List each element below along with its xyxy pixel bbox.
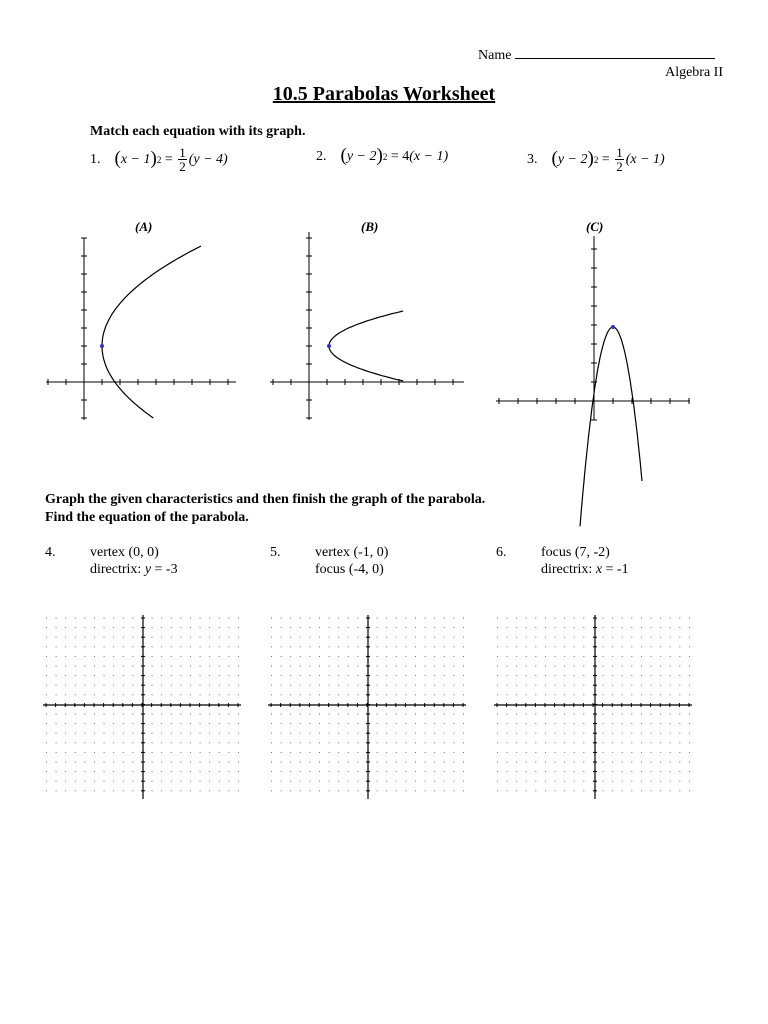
parabola-curve bbox=[329, 311, 403, 381]
vertex-point bbox=[100, 344, 104, 348]
equation-3: 3. ( y − 2 ) 2 = $\frac{1}{2}$ (x − 1) bbox=[527, 145, 665, 174]
parabola-curve bbox=[580, 327, 642, 526]
graph-a-plot bbox=[46, 238, 236, 420]
graph-b-plot bbox=[270, 232, 464, 420]
graph-label-b: (B) bbox=[361, 219, 379, 234]
graph-c-plot bbox=[496, 236, 690, 526]
graphing-instruction-2: Find the equation of the parabola. bbox=[45, 510, 249, 525]
equation-2: 2. ( y − 2 ) 2 = 4 (x − 1) bbox=[316, 145, 449, 166]
grid-problem-5 bbox=[268, 615, 466, 799]
fraction-one-half: $\frac{1}{2}$ bbox=[179, 145, 186, 174]
page-title: 10.5 Parabolas Worksheet bbox=[272, 83, 496, 105]
parabola-curve bbox=[102, 246, 201, 418]
graph-label-a: (A) bbox=[135, 219, 153, 234]
equation-1: 1. ( x − 1 ) 2 = $\frac{1}{2}$ (y − 4) bbox=[90, 145, 228, 174]
grid-problem-4 bbox=[43, 615, 241, 799]
vertex-point bbox=[327, 344, 331, 348]
grid-problem-6 bbox=[494, 615, 692, 799]
graphing-instruction-1: Graph the given characteristics and then finish the graph of the parabola. bbox=[45, 492, 486, 507]
matching-instruction: Match each equation with its graph. bbox=[90, 124, 306, 139]
course-label: Algebra II bbox=[665, 65, 723, 80]
graph-label-c: (C) bbox=[586, 219, 604, 234]
vertex-point bbox=[611, 325, 615, 329]
name-label: Name bbox=[478, 48, 512, 63]
fraction-one-half: $\frac{1}{2}$ bbox=[616, 145, 623, 174]
